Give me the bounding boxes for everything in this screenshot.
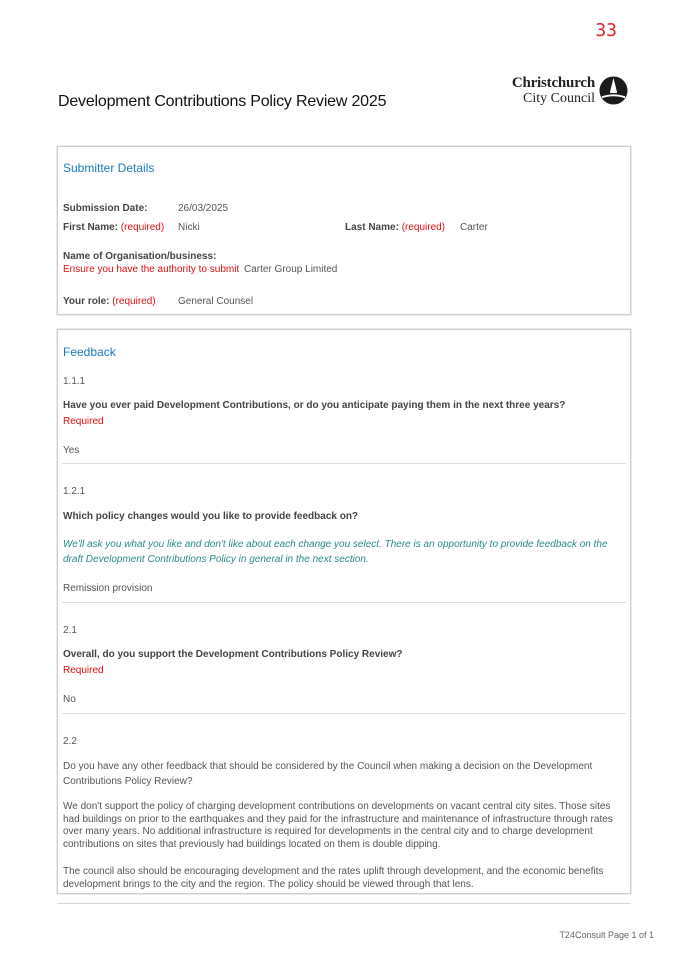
- first-name-label: [63, 221, 164, 234]
- organisation-value: Carter Group Limited: [244, 264, 338, 275]
- question-text: Overall, do you support the Development Contributions Policy Review?: [63, 649, 403, 660]
- first-name-label-text: First Name:: [63, 222, 119, 233]
- feedback-panel: [57, 329, 631, 894]
- submission-date-label: Submission Date:: [63, 203, 148, 214]
- document-title: Development Contributions Policy Review 2025: [58, 93, 387, 110]
- page-number: 33: [595, 20, 617, 41]
- question-divider: [62, 463, 626, 464]
- logo-line-2: City Council: [523, 91, 595, 106]
- footer-page-info: T24Consult Page 1 of 1: [559, 930, 654, 940]
- question-hint: We'll ask you what you like and don't like about each change you select. There is an opportunity to provide feedback on the draft Development Contributions Policy in general in the next section.: [63, 539, 608, 565]
- first-name-required: (required): [120, 222, 165, 233]
- question-text: Do you have any other feedback that should be considered by the Council when making a decision on the Development Contributions Policy Review?: [63, 761, 593, 787]
- question-answer: Remission provision: [63, 583, 153, 594]
- council-logo: [503, 76, 629, 106]
- question-divider: [62, 602, 626, 603]
- submitter-details-heading: Submitter Details: [63, 161, 155, 175]
- question-text: Have you ever paid Development Contributions, or do you anticipate paying them in the next three years?: [63, 400, 566, 411]
- question-number: 2.2: [63, 736, 77, 747]
- role-label: [63, 295, 156, 308]
- last-name-value: Carter: [460, 222, 488, 233]
- first-name-value: Nicki: [178, 222, 200, 233]
- answer-paragraph: The council also should be encouraging development and the rates uplift through development, and the economic benefits development brings to the city and the region. The policy should be viewed through that lens.: [63, 866, 604, 890]
- question-text: Which policy changes would you like to provide feedback on?: [63, 511, 359, 522]
- question-number: 2.1: [63, 625, 77, 636]
- logo-wordmark: [503, 76, 595, 106]
- role-value: General Counsel: [178, 296, 254, 307]
- logo-line-1: Christchurch: [511, 75, 595, 91]
- submission-date-value: 26/03/2025: [178, 203, 229, 214]
- question-answer: No: [63, 694, 76, 705]
- cathedral-logo-icon: [599, 76, 628, 105]
- submitter-details-panel: [57, 146, 631, 315]
- question-number: 1.2.1: [63, 486, 86, 497]
- answer-paragraph: We don't support the policy of charging development contributions on developments on vacant central city sites. Those sites had buildings on prior to the earthquakes and they paid for the infrastructure and maintenance of infrastructure through rates over many years. No additional infrastructure is required for developments in the central city and to charge development contributions on sites that previously had buildings located on them is double dipping.: [63, 801, 613, 850]
- organisation-authority-note: Ensure you have the authority to submit: [63, 264, 240, 275]
- question-required: Required: [63, 416, 104, 427]
- last-name-label-text: Last Name:: [345, 222, 399, 233]
- role-label-text: Your role:: [63, 296, 110, 307]
- feedback-heading: Feedback: [63, 345, 116, 359]
- footer-divider: [57, 903, 631, 904]
- organisation-row: [63, 263, 337, 276]
- last-name-required: (required): [401, 222, 446, 233]
- last-name-label: [345, 221, 445, 234]
- question-answer: Yes: [63, 445, 80, 456]
- role-required: (required): [112, 296, 156, 307]
- question-divider: [62, 713, 626, 714]
- organisation-label: Name of Organisation/business:: [63, 251, 217, 262]
- question-required: Required: [63, 665, 104, 676]
- question-number: 1.1.1: [63, 376, 86, 387]
